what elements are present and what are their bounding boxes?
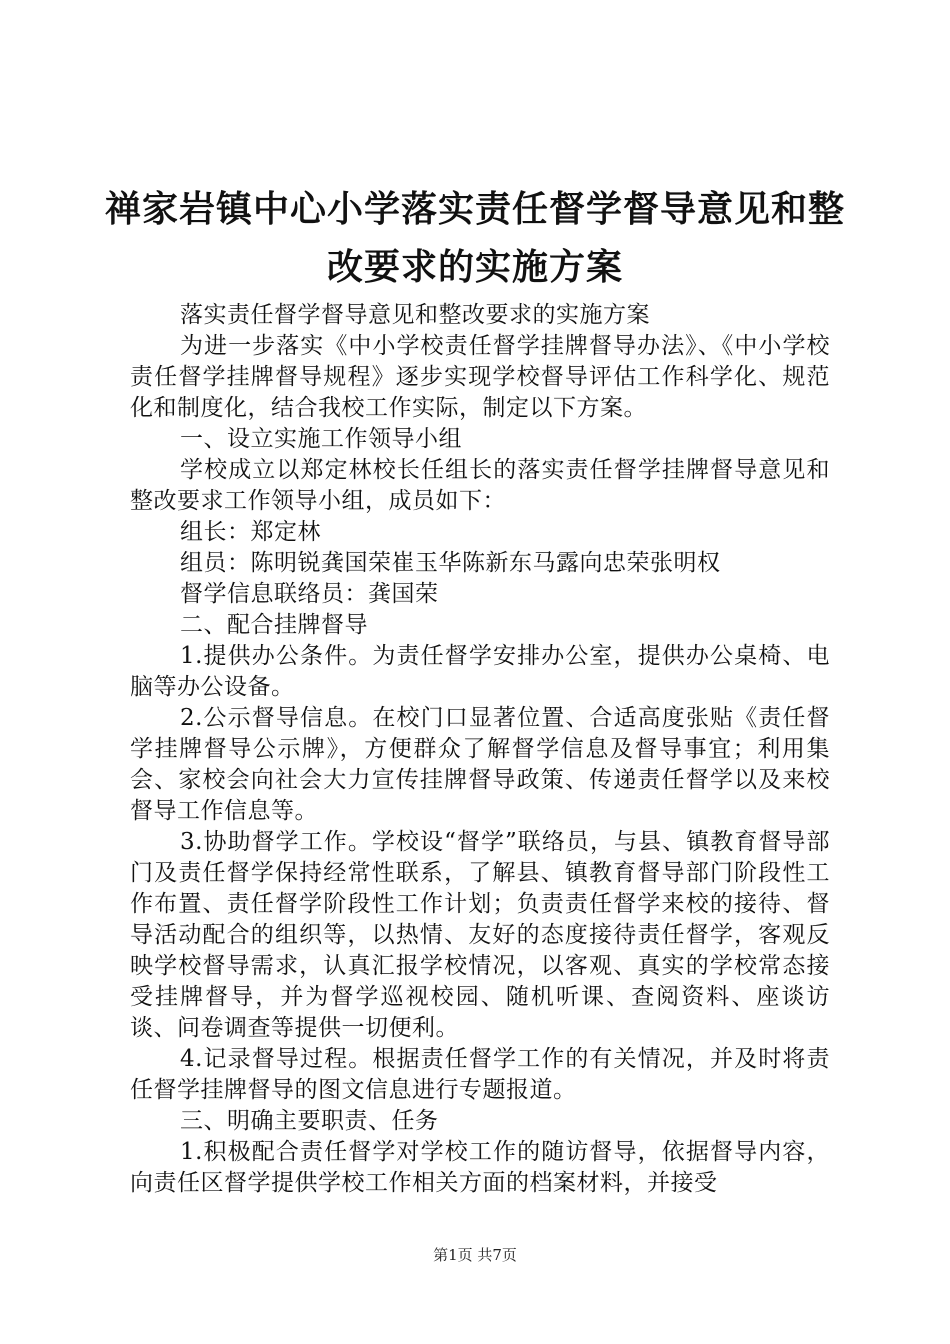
paragraph-group-setup: 学校成立以郑定林校长任组长的落实责任督学挂牌督导意见和整改要求工作领导小组，成员如下：: [130, 457, 830, 514]
paragraph-item-2: 2.公示督导信息。在校门口显著位置、合适高度张贴《责任督学挂牌督导公示牌》，方便群众了解督学信息及督导事宜；利用集会、家校会向社会大力宣传挂牌督导政策、传递责任督学以及来校督导工作信息等。: [130, 705, 830, 824]
page-footer: 第1页 共7页: [433, 1246, 517, 1264]
paragraph-group-members: 组员：陈明锐龚国荣崔玉华陈新东马露向忠荣张明权: [180, 550, 721, 576]
paragraph-intro: 为进一步落实《中小学校责任督学挂牌督导办法》、《中小学校责任督学挂牌督导规程》逐步实现学校督导评估工作科学化、规范化和制度化，结合我校工作实际，制定以下方案。: [130, 333, 830, 421]
paragraph-subtitle: 落实责任督学督导意见和整改要求的实施方案: [180, 302, 650, 328]
document-body: [130, 300, 830, 1199]
paragraph-item-4: 4.记录督导过程。根据责任督学工作的有关情况，并及时将责任督学挂牌督导的图文信息进行专题报道。: [130, 1046, 830, 1103]
section-heading-2: 二、配合挂牌督导: [180, 612, 368, 638]
document-title-line-1: 禅家岩镇中心小学落实责任督学督导意见和整: [104, 189, 845, 230]
paragraph-duty-1: 1.积极配合责任督学对学校工作的随访督导，依据督导内容，向责任区督学提供学校工作相关方面的档案材料，并接受: [130, 1139, 830, 1196]
paragraph-item-3: 3.协助督学工作。学校设“督学”联络员，与县、镇教育督导部门及责任督学保持经常性联系，了解县、镇教育督导部门阶段性工作布置、责任督学阶段性工作计划；负责责任督学来校的接待、督导活动配合的组织等，以热情、友好的态度接待责任督学，客观反映学校督导需求，认真汇报学校情况，以客观、真实的学校常态接受挂牌督导，并为督学巡视校园、随机听课、查阅资料、座谈访谈、问卷调查等提供一切便利。: [130, 829, 830, 1041]
paragraph-liaison: 督学信息联络员：龚国荣: [180, 581, 439, 607]
document-title-line-2: 改要求的实施方案: [326, 247, 623, 288]
paragraph-item-1: 1.提供办公条件。为责任督学安排办公室，提供办公桌椅、电脑等办公设备。: [130, 643, 830, 700]
section-heading-1: 一、设立实施工作领导小组: [180, 426, 462, 452]
paragraph-group-leader: 组长：郑定林: [180, 519, 321, 545]
section-heading-3: 三、明确主要职责、任务: [180, 1108, 439, 1134]
